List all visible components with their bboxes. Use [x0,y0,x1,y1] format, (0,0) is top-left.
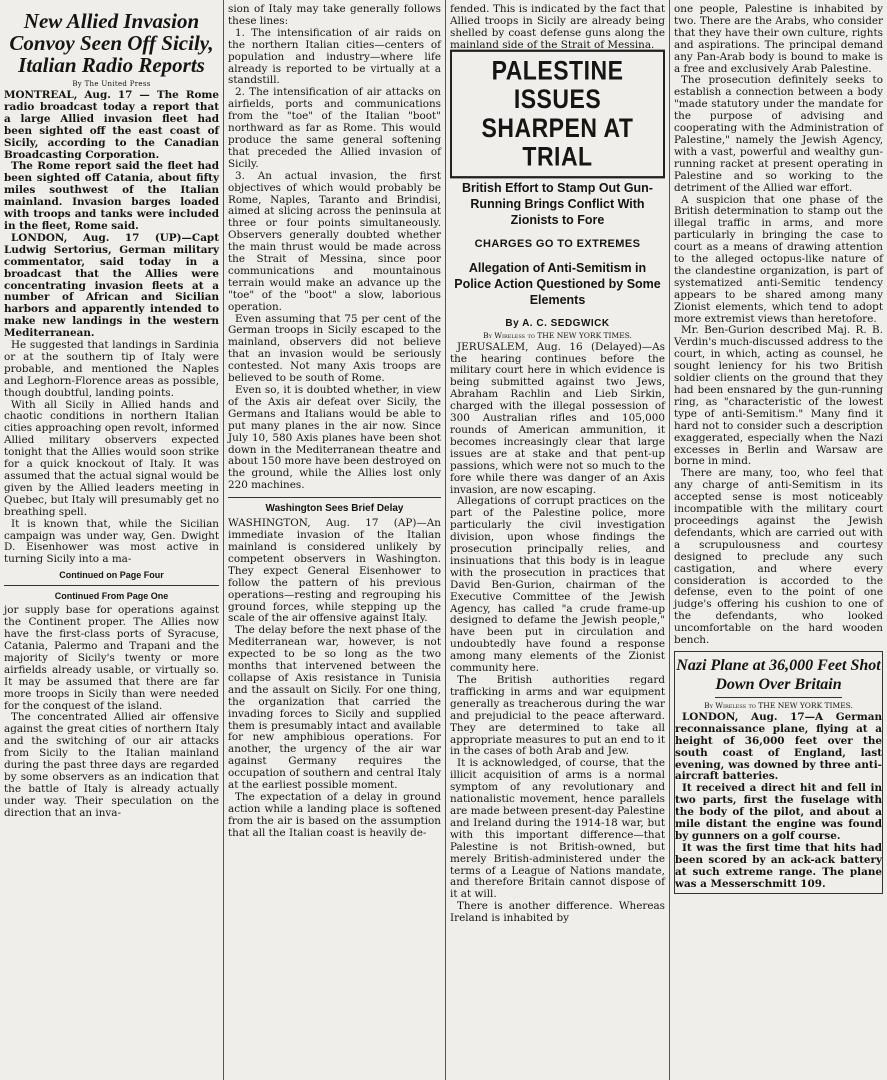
convoy-paragraph: MONTREAL, Aug. 17 — The Rome radio broadcast today a report that a large Allied invasion fleet had been sighted off the east coast of Sicily, according to the Canadian Broadcasting Corporation. [4,89,219,161]
continued-paragraph: The concentrated Allied air offensive against the great cities of northern Italy and the switching of our air attacks from Sicily to the Italian mainland during the past three days are regarded by some observers as an indication that the battle of Italy is already actually under way. Their speculation on the direction that an inva- [4,711,219,819]
divider [228,497,441,498]
carryover-paragraph: fended. This is indicated by the fact that Allied troops in Sicily are already being shelled by coast defense guns along the mainland side of the Strait of Messina. [450,3,665,51]
nazi-plane-paragraph: It was the first time that hits had been scored by an ack-ack battery at such extreme range. The plane was a Messerschmitt 109. [675,841,882,890]
convoy-paragraph: The Rome report said the fleet had been sighted off Catania, about fifty miles southwest of the Italian mainland. Invasion barges loaded with troops and tanks were included in the fleet, Rome said. [4,160,219,232]
continued-on-label: Continued on Page Four [59,570,164,581]
palestine-paragraph: There is another difference. Whereas Ireland is inhabited by [450,900,665,925]
nazi-plane-credit: By Wireless to THE NEW YORK TIMES. [704,700,853,710]
invasion-paragraph: Even so, it is doubted whether, in view of the Axis air defeat over Sicily, the Germans and Italians would be able to put many planes in the air now. Since July 10, 580 Axis planes have been shot down in the Mediterranean theatre and about 150 more have been destroyed on the ground, while the Allies lost only 220 machines. [228,384,441,492]
wireless-credit: By Wireless to THE NEW YORK TIMES. [483,330,632,340]
column-3 [445,0,669,1080]
palestine-paragraph: It is acknowledged, of course, that the illicit acquisition of arms is a normal symptom of any revolutionary and nationalistic movement, hence parallels are made between present-day Palestine and Ireland during the 1914-18 war, but with this important difference—that Palestine is not British-owned, but merely British-administered under the terms of a League of Nations mandate, and therefore Britain cannot dispose of it at will. [450,757,665,901]
invasion-paragraph: 3. An actual invasion, the first objectives of which would probably be Rome, Naples, Taranto and Brindisi, aimed at slicing across the peninsula at three or four points simultaneously. Observers generally doubted whether the main thrust would be made across the Strait of Messina, since poor communications and mountainous terrain would make an advance up the "toe" of the "boot" a slow, laborious operation. [228,169,441,313]
invasion-paragraph: 1. The intensification of air raids on the northern Italian cities—centers of population and industry—where life already is reported to be virtually at a standstill. [228,26,441,87]
convoy-paragraph: With all Sicily in Allied hands and chaotic conditions in northern Italian cities approaching open revolt, informed Allied military observers expected tonight that the Allies would soon strike for a quick knockout of Italy. It was assumed that the actual signal would be given by the Allied leaders meeting in Quebec, but Italy will presumably get no breathing spell. [4,398,219,518]
palestine-paragraph: Allegations of corrupt practices on the part of the Palestine police, more particularly the civil investigation division, upon whose findings the prosecution principally relies, and insinuations that this body is in league with the prosecution in practices that David Ben-Gurion, chairman of the Executive Committee of the Jewish Agency, has called "a crude frame-up designed to defame the Jewish people," have been put in circulation and undoubtedly have found a response among many elements of the Zionist community here. [450,495,665,675]
convoy-paragraph: LONDON, Aug. 17 (UP)—Capt Ludwig Sertorius, German military commentator, said today in a broadcast that the Allies were concentrating invasion fleets at a number of African and Sicilian harbors and apparently intended to make new landings in the western Mediterranean. [4,231,219,340]
washington-paragraph: WASHINGTON, Aug. 17 (AP)—An immediate invasion of the Italian mainland is considered unlikely by competent observers in Washington. They expect General Eisenhower to follow the pattern of his previous operations—resting and regrouping his ground forces, while stepping up the scale of the air offensive against Italy. [228,517,441,625]
palestine-deck-2: CHARGES GO TO EXTREMES [474,237,641,250]
invasion-paragraph: 2. The intensification of air attacks on airfields, ports and communications from the "toe" of the Italian "boot" northward as far as Rome. This would produce the same general softening that preceded the Allied invasion of Sicily. [228,86,441,170]
washington-paragraph: The expectation of a delay in ground action while a landing place is softened from the air is based on the assumption that all the Italian coast is heavily de- [228,791,441,839]
nazi-plane-paragraph: It received a direct hit and fell in two parts, first the fuselage with the body of the pilot, and about a mile distant the engine was found by gunners on a golf course. [675,782,882,842]
palestine-continued-paragraph: There are many, too, who feel that any charge of anti-Semitism in its accepted sense is most noticeably incompatible with the military court proceedings against the Jewish defendants, which are carried out with a scrupulousness and courtesy designed to preclude any such castigation, and where every consideration is accorded to the defense, even to the point of one judge's offering his cushion to one of the defendants, who looked uncomfortable on the hard wooden bench. [674,467,883,647]
convoy-paragraph: He suggested that landings in Sardinia or at the southern tip of Italy were probable, and mentioned the Naples and Leghorn-Florence areas as possible, though doubtful, landing points. [4,339,219,399]
continued-paragraph: jor supply base for operations against the Continent proper. The Allies now have the first-class ports of Syracuse, Catania, Palermo and Trapani and the majority of Sicily's twenty or more airfields already usable, or virtually so. It may be assumed that there are far more troops in Sicily than were needed for the conquest of the island. [4,604,219,712]
palestine-deck-3: Allegation of Anti-Semitism in Police Action Questioned by Some Elements [454,260,661,307]
nazi-plane-box [674,651,883,894]
convoy-credit: By The United Press [72,80,151,88]
byline: By A. C. SEDGWICK [505,317,610,329]
invasion-paragraph: sion of Italy may take generally follows these lines: [228,3,441,27]
divider [715,697,842,698]
invasion-paragraph: Even assuming that 75 per cent of the German troops in Sicily escaped to the mainland, observers did not believe that an invasion would be seriously contested. Not many Axis troops are believed to be south of Rome. [228,312,441,385]
palestine-paragraph: JERUSALEM, Aug. 16 (Delayed)—As the hearing continues before the military court here in which evidence is being submitted against two Jews, Abraham Rachlin and Lieb Sirkin, charged with the illegal possession of 300 Australian rifles and 105,000 rounds of American ammunition, it becomes increasingly clear that large issues are at stake and that pent-up passions, which were not so much to the fore while there was danger of an Axis invasion, are now escaping. [450,340,665,496]
nazi-plane-headline: Nazi Plane at 36,000 Feet Shot Down Over Britain [676,656,881,693]
column-1 [0,0,223,1080]
palestine-continued-paragraph: Mr. Ben-Gurion described Maj. R. B. Verdin's much-discussed address to the court, in which, acting as counsel, he sought leniency for his two British soldier clients on the ground that they had been ensnared by the gun-running ring, as "characteristic of the lowest type of anti-Semitism." Many find it hard not to consider such a description exaggerated, especially when the Nazi excesses in Berlin and Warsaw are borne in mind. [674,324,883,468]
nazi-plane-paragraph: LONDON, Aug. 17—A German reconnaissance plane, flying at a height of 36,000 feet over the south coast of England, last evening, was downed by three anti-aircraft batteries. [675,710,882,783]
column-2 [223,0,445,1080]
column-4 [669,0,887,1080]
palestine-continued-paragraph: The prosecution definitely seeks to establish a connection between a body "made statutory under the mandate for the purpose of advising and cooperating with the Administration of Palestine," namely the Jewish Agency, with a vast, powerful and wealthy gun-running racket at present operating in Palestine and so working to the detriment of the Allied war effort. [674,74,883,194]
palestine-headline: PALESTINE ISSUES SHARPEN AT TRIAL [450,49,665,178]
palestine-deck: British Effort to Stamp Out Gun-Running Brings Conflict With Zionists to Fore [462,180,653,227]
palestine-continued-paragraph: A suspicion that one phase of the British determination to stamp out the illegal traffic in arms, and more particularly in bringing the case to court as a means of drawing attention to the alleged octopus-like nature of the clandestine organization, is part of systematized anti-Semitic tendency appears to be shared among many Zionist elements, which tend to adopt more extremist views than heretofore. [674,193,883,325]
divider [4,585,219,586]
convoy-headline: New Allied Invasion Convoy Seen Off Sicily, Italian Radio Reports [9,9,214,77]
palestine-paragraph: The British authorities regard trafficking in arms and war equipment generally as treacherous during the war and prejudicial to the peace afterward. They are determined to take all appropriate measures to put an end to it in the cases of both Arab and Jew. [450,674,665,758]
convoy-paragraph: It is known that, while the Sicilian campaign was under way, Gen. Dwight D. Eisenhower was most active in turning Sicily into a ma- [4,517,219,566]
washington-subhead: Washington Sees Brief Delay [265,503,404,515]
continued-from-label: Continued From Page One [54,591,169,602]
palestine-continued-paragraph: one people, Palestine is inhabited by two. There are the Arabs, who consider that they have their own culture, rights and aspirations. The principal demand any Pan-Arab body is bound to make is a free and exclusively Arab Palestine. [674,3,883,75]
washington-paragraph: The delay before the next phase of the Mediterranean war, however, is not expected to be so long as the two months that intervened between the collapse of Axis resistance in Tunisia and the assault on Sicily. For one thing, the organization that carried the invading forces to Sicily and supplied them is presumably intact and available for new amphibious operations. For another, the urgency of the air war against Germany requires the occupation of southern and central Italy at the earliest possible moment. [228,624,441,792]
